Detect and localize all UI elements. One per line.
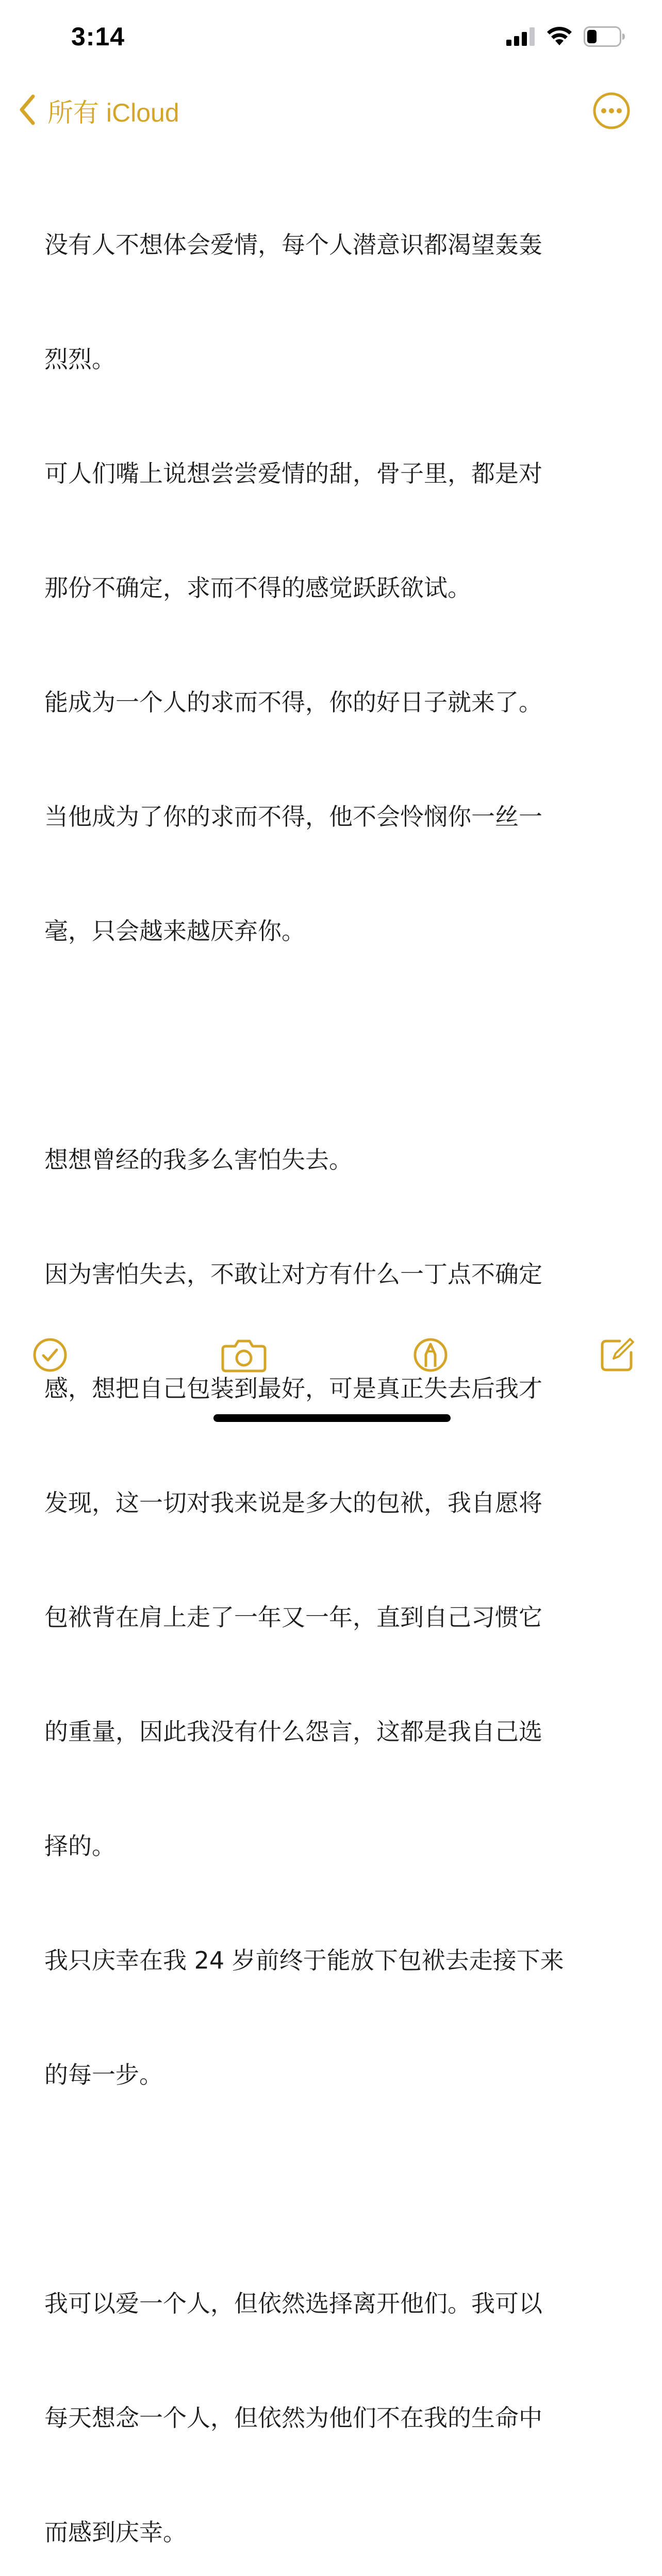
nav-bar xyxy=(0,85,662,137)
note-line: 感，想把自己包装到最好，可是真正失去后我才 xyxy=(44,1375,542,1402)
cellular-signal-icon xyxy=(506,27,535,48)
note-line: 当他成为了你的求而不得，他不会怜悯你一丝一 xyxy=(44,803,542,831)
note-line: 没有人不想体会爱情，每个人潜意识都渴望轰轰 xyxy=(44,231,542,259)
back-button[interactable] xyxy=(19,90,179,131)
note-blank-line xyxy=(44,1026,622,1064)
note-line: 烈烈。 xyxy=(44,345,115,373)
camera-icon xyxy=(216,1370,272,1380)
note-line: 而感到庆幸。 xyxy=(44,2518,187,2546)
camera-button[interactable] xyxy=(216,1332,272,1378)
status-bar xyxy=(0,0,662,72)
note-line: 那份不确定，求而不得的感觉跃跃欲试。 xyxy=(44,574,471,602)
chevron-left-icon xyxy=(19,94,36,127)
markup-button[interactable] xyxy=(407,1332,454,1378)
note-blank-line xyxy=(44,2170,622,2208)
note-line: 能成为一个人的求而不得，你的好日子就来了。 xyxy=(44,688,542,716)
note-line: 我只庆幸在我 24 岁前终于能放下包袱去走接下来 xyxy=(44,1946,564,1974)
note-line: 想想曾经的我多么害怕失去。 xyxy=(44,1146,353,1174)
compose-icon xyxy=(593,1370,639,1380)
note-line: 毫，只会越来越厌弃你。 xyxy=(44,917,305,945)
bottom-toolbar xyxy=(0,1327,662,1383)
note-line: 择的。 xyxy=(44,1832,115,1860)
status-icons xyxy=(506,26,626,49)
compose-button[interactable] xyxy=(593,1332,639,1378)
home-indicator xyxy=(213,1414,451,1422)
checklist-icon xyxy=(27,1370,73,1380)
wifi-icon xyxy=(547,27,572,48)
markup-icon xyxy=(407,1370,454,1380)
note-line: 包袱背在肩上走了一年又一年，直到自己习惯它 xyxy=(44,1603,542,1631)
checklist-button[interactable] xyxy=(27,1332,73,1378)
more-options-button[interactable] xyxy=(591,90,632,131)
note-line: 因为害怕失去，不敢让对方有什么一丁点不确定 xyxy=(44,1260,542,1288)
note-line: 发现，这一切对我来说是多大的包袱，我自愿将 xyxy=(44,1489,542,1517)
ellipsis-circle-icon xyxy=(591,124,632,133)
status-time: 3:14 xyxy=(71,22,125,51)
note-line: 可人们嘴上说想尝尝爱情的甜，骨子里，都是对 xyxy=(44,460,542,487)
note-line: 我可以爱一个人，但依然选择离开他们。我可以 xyxy=(44,2290,542,2317)
battery-icon xyxy=(584,26,626,49)
note-line: 的每一步。 xyxy=(44,2061,163,2089)
back-label: 所有 iCloud xyxy=(47,98,179,127)
note-line: 每天想念一个人，但依然为他们不在我的生命中 xyxy=(44,2404,542,2432)
note-line: 的重量，因此我没有什么怨言，这都是我自己选 xyxy=(44,1718,542,1745)
